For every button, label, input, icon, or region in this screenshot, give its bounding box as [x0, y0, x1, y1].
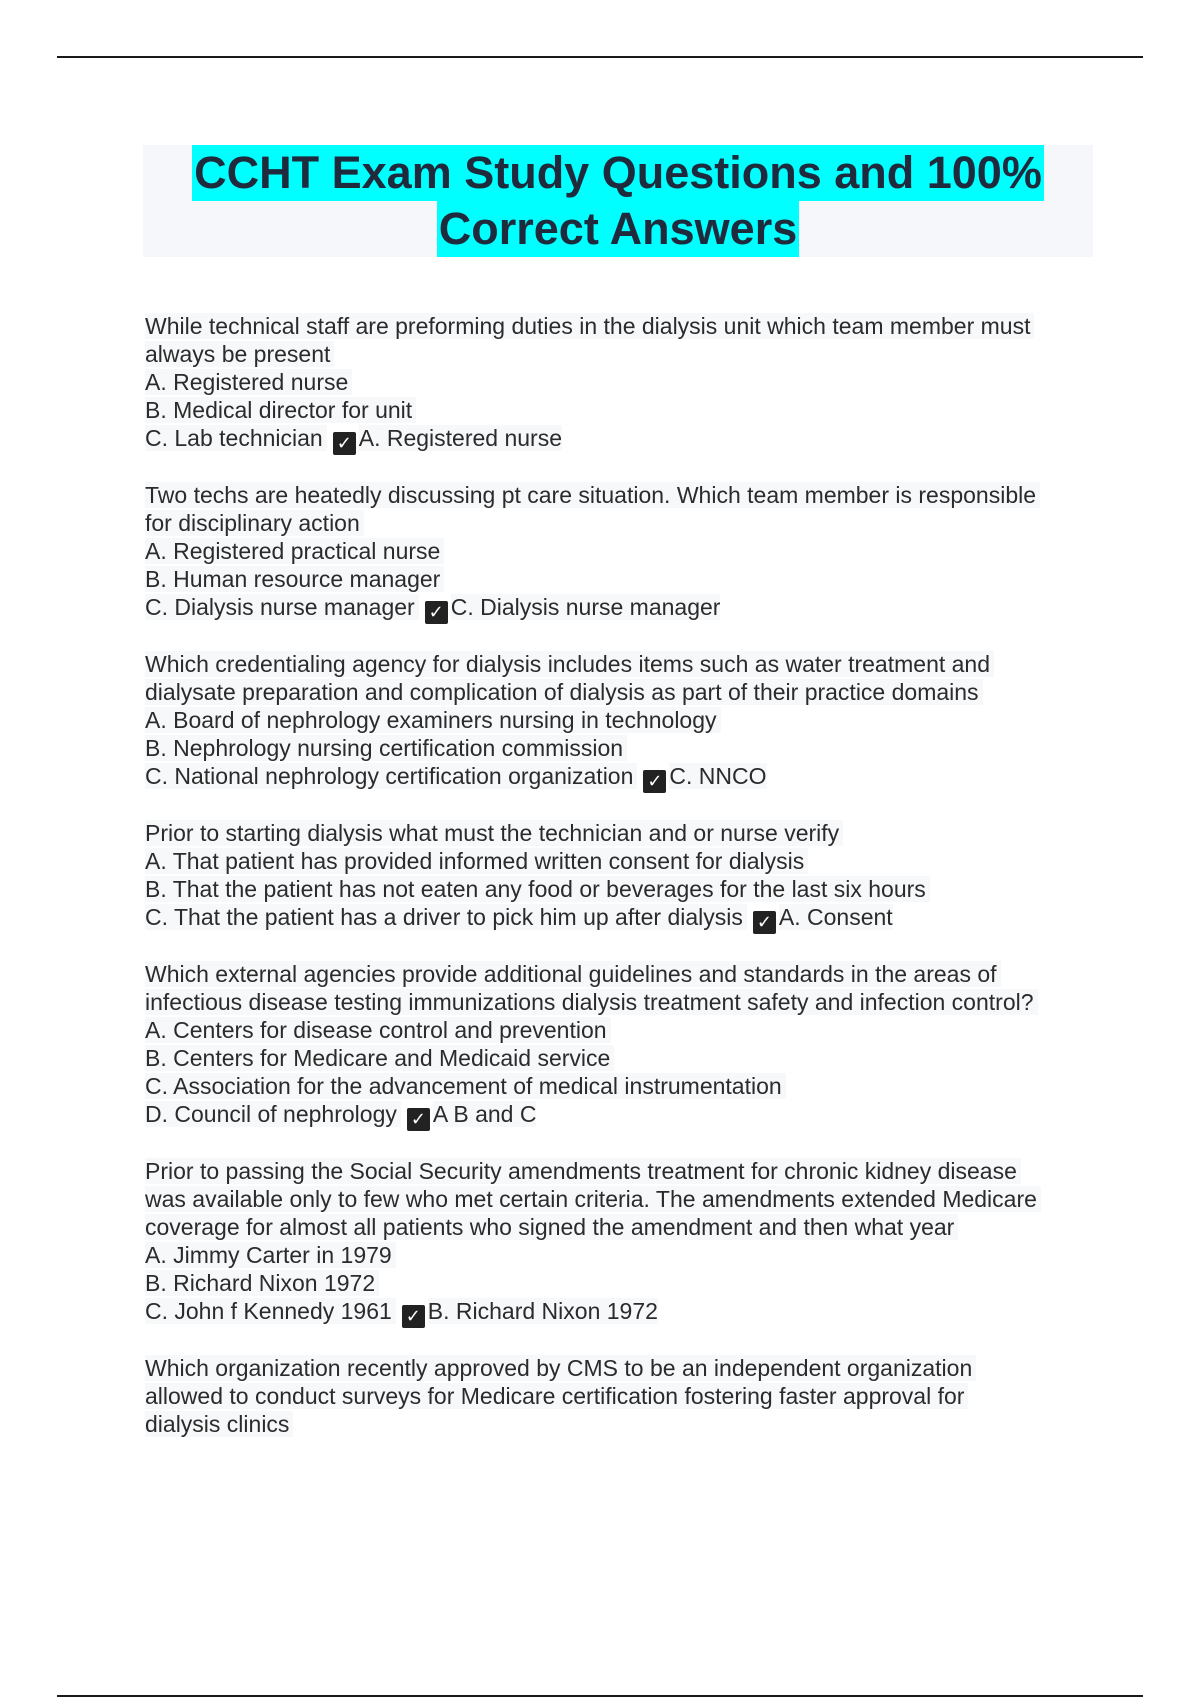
answer-option-text: A. That patient has provided informed written consent for dialysis — [145, 848, 808, 874]
question-prompt-text: Which credentialing agency for dialysis includes items such as water treatment and — [145, 651, 994, 677]
question-list — [145, 312, 1085, 1438]
question-prompt-text: Two techs are heatedly discussing pt care situation. Which team member is responsible — [145, 482, 1040, 508]
bottom-rule — [57, 1695, 1143, 1697]
question-prompt-text: infectious disease testing immunizations dialysis treatment safety and infection control? — [145, 989, 1038, 1015]
top-rule — [57, 56, 1143, 58]
answer-option-text: C. John f Kennedy 1961 — [145, 1298, 396, 1324]
question-prompt-line — [145, 1157, 1085, 1185]
question-block — [145, 1354, 1085, 1438]
answer-option-text: A. Registered practical nurse — [145, 538, 444, 564]
question-block — [145, 650, 1085, 793]
document-title — [143, 145, 1093, 257]
question-prompt-line — [145, 340, 1085, 368]
answer-option — [145, 706, 1085, 734]
question-prompt-text: Which organization recently approved by CMS to be an independent organization — [145, 1355, 976, 1381]
correct-answer: B. Richard Nixon 1972 — [427, 1298, 658, 1324]
question-prompt-line — [145, 819, 1085, 847]
answer-option — [145, 875, 1085, 903]
question-prompt-line — [145, 1410, 1085, 1438]
question-prompt-text: Prior to starting dialysis what must the technician and or nurse verify — [145, 820, 843, 846]
question-prompt-line — [145, 481, 1085, 509]
question-prompt-line — [145, 1185, 1085, 1213]
question-prompt-text: dialysis clinics — [145, 1411, 293, 1437]
answer-option-text: B. Human resource manager — [145, 566, 444, 592]
question-prompt-line — [145, 678, 1085, 706]
question-prompt-line — [145, 1354, 1085, 1382]
answer-option — [145, 593, 1085, 624]
answer-option — [145, 1072, 1085, 1100]
answer-option — [145, 424, 1085, 455]
correct-answer: A. Consent — [778, 904, 893, 930]
answer-option-text: B. That the patient has not eaten any food or beverages for the last six hours — [145, 876, 930, 902]
correct-answer: A. Registered nurse — [358, 425, 563, 451]
answer-option-text: A. Centers for disease control and prevention — [145, 1017, 611, 1043]
question-prompt-line — [145, 988, 1085, 1016]
question-block — [145, 819, 1085, 934]
question-prompt-text: for disciplinary action — [145, 510, 364, 536]
answer-option-text: C. Dialysis nurse manager — [145, 594, 419, 620]
answer-option — [145, 537, 1085, 565]
answer-option-text: C. Lab technician — [145, 425, 327, 451]
answer-option — [145, 368, 1085, 396]
question-prompt-text: dialysate preparation and complication of dialysis as part of their practice domains — [145, 679, 983, 705]
answer-option-text: C. That the patient has a driver to pick him up after dialysis — [145, 904, 747, 930]
question-prompt-text: coverage for almost all patients who signed the amendment and then what year — [145, 1214, 958, 1240]
question-prompt-text: allowed to conduct surveys for Medicare certification fostering faster approval for — [145, 1383, 968, 1409]
question-prompt-line — [145, 1382, 1085, 1410]
question-prompt-text: was available only to few who met certain criteria. The amendments extended Medicare — [145, 1186, 1041, 1212]
question-prompt-line — [145, 1213, 1085, 1241]
check-mark-icon: ✓ — [407, 1108, 430, 1131]
answer-option — [145, 1297, 1085, 1328]
check-mark-icon: ✓ — [333, 432, 356, 455]
answer-option-text: B. Nephrology nursing certification commission — [145, 735, 627, 761]
answer-option-text: C. National nephrology certification organization — [145, 763, 637, 789]
answer-option — [145, 903, 1085, 934]
answer-option — [145, 734, 1085, 762]
correct-answer: A B and C — [432, 1101, 537, 1127]
answer-option — [145, 565, 1085, 593]
answer-option-text: B. Centers for Medicare and Medicaid service — [145, 1045, 614, 1071]
title-line: CCHT Exam Study Questions and 100% — [192, 145, 1044, 201]
correct-answer: C. NNCO — [669, 763, 767, 789]
answer-option-text: D. Council of nephrology — [145, 1101, 401, 1127]
question-block — [145, 960, 1085, 1131]
question-block — [145, 312, 1085, 455]
answer-option-text: A. Board of nephrology examiners nursing in technology — [145, 707, 721, 733]
question-prompt-text: Prior to passing the Social Security amendments treatment for chronic kidney disease — [145, 1158, 1021, 1184]
answer-option — [145, 1269, 1085, 1297]
answer-option — [145, 1044, 1085, 1072]
answer-option — [145, 762, 1085, 793]
answer-option-text: C. Association for the advancement of medical instrumentation — [145, 1073, 786, 1099]
question-block — [145, 481, 1085, 624]
title-line: Correct Answers — [437, 201, 799, 257]
correct-answer: C. Dialysis nurse manager — [450, 594, 721, 620]
check-mark-icon: ✓ — [425, 601, 448, 624]
question-prompt-line — [145, 960, 1085, 988]
check-mark-icon: ✓ — [402, 1305, 425, 1328]
check-mark-icon: ✓ — [643, 770, 666, 793]
answer-option — [145, 1100, 1085, 1131]
question-prompt-line — [145, 312, 1085, 340]
check-mark-icon: ✓ — [753, 911, 776, 934]
question-prompt-text: Which external agencies provide additional guidelines and standards in the areas of — [145, 961, 1001, 987]
answer-option-text: A. Registered nurse — [145, 369, 352, 395]
answer-option — [145, 1241, 1085, 1269]
answer-option — [145, 847, 1085, 875]
question-prompt-text: always be present — [145, 341, 334, 367]
answer-option-text: B. Medical director for unit — [145, 397, 416, 423]
answer-option — [145, 1016, 1085, 1044]
question-prompt-line — [145, 509, 1085, 537]
answer-option — [145, 396, 1085, 424]
question-prompt-text: While technical staff are preforming duties in the dialysis unit which team member must — [145, 313, 1034, 339]
question-block — [145, 1157, 1085, 1328]
question-prompt-line — [145, 650, 1085, 678]
answer-option-text: B. Richard Nixon 1972 — [145, 1270, 379, 1296]
answer-option-text: A. Jimmy Carter in 1979 — [145, 1242, 396, 1268]
